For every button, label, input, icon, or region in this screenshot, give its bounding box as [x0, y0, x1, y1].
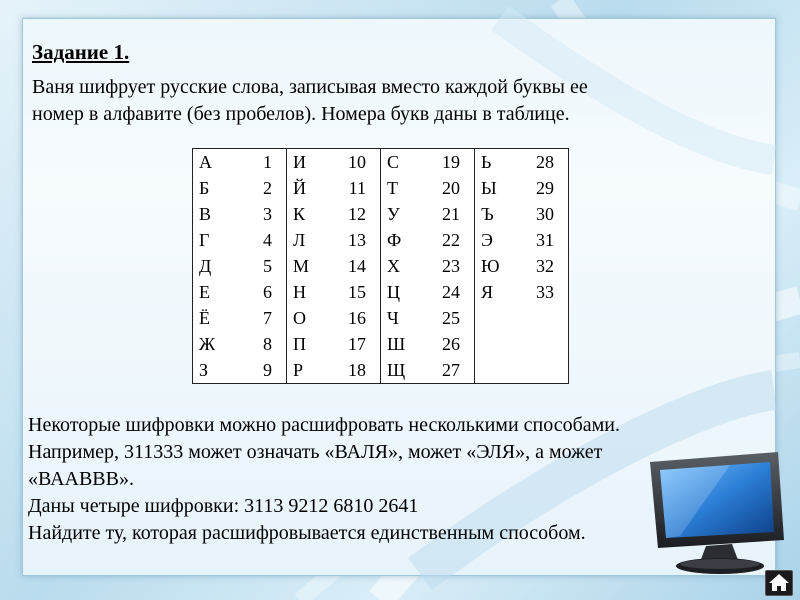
- letter-number: 33: [536, 282, 554, 302]
- alphabet-entry: [199, 201, 282, 227]
- alphabet-entry: [199, 305, 282, 331]
- alphabet-entry: [481, 227, 564, 253]
- letter: Щ: [387, 360, 406, 380]
- body-line: Некоторые шифровки можно расшифровать несколькими способами.: [28, 414, 621, 436]
- letter-number: 30: [536, 204, 554, 224]
- letter: Н: [293, 282, 306, 302]
- letter: Й: [293, 178, 306, 198]
- letter-number: 21: [442, 204, 460, 224]
- alphabet-entry: [387, 331, 470, 357]
- letter: Ю: [481, 256, 500, 276]
- letter-number: 7: [263, 308, 272, 328]
- alphabet-entry: [199, 149, 282, 175]
- monitor-icon: [640, 448, 790, 576]
- letter: Я: [481, 282, 494, 302]
- intro-line: номер в алфавите (без пробелов). Номера букв даны в таблице.: [32, 103, 570, 125]
- alphabet-entry: [387, 357, 470, 383]
- letter-number: 1: [263, 152, 272, 172]
- alphabet-entry: [293, 279, 376, 305]
- body-line: Найдите ту, которая расшифровывается единственным способом.: [28, 522, 586, 544]
- letter: Ъ: [481, 204, 494, 224]
- letter: Э: [481, 230, 493, 250]
- letter-number: 10: [348, 152, 366, 172]
- letter: Р: [293, 360, 304, 380]
- alphabet-entry: [293, 175, 376, 201]
- letter-number: 12: [348, 204, 366, 224]
- letter: Г: [199, 230, 210, 250]
- alphabet-entry: [293, 305, 376, 331]
- letter-number: 9: [263, 360, 272, 380]
- letter-number: 4: [263, 230, 272, 250]
- letter: А: [199, 152, 212, 172]
- letter: Ж: [199, 334, 216, 354]
- letter-number: 5: [263, 256, 272, 276]
- letter: Ы: [481, 178, 497, 198]
- alphabet-entry: [199, 227, 282, 253]
- letter: К: [293, 204, 306, 224]
- alphabet-entry: [387, 253, 470, 279]
- letter-number: 32: [536, 256, 554, 276]
- alphabet-entry: [481, 253, 564, 279]
- alphabet-entry: [293, 227, 376, 253]
- letter-number: 14: [348, 256, 366, 276]
- task-title: Задание 1.: [32, 40, 130, 64]
- letter: В: [199, 204, 212, 224]
- letter: Ч: [387, 308, 399, 328]
- letter: З: [199, 360, 209, 380]
- letter-number: 22: [442, 230, 460, 250]
- home-button[interactable]: [765, 570, 793, 596]
- alphabet-entry: [481, 175, 564, 201]
- home-icon: [766, 571, 792, 595]
- letter: У: [387, 204, 400, 224]
- letter: М: [293, 256, 310, 276]
- alphabet-entry: [387, 227, 470, 253]
- letter-number: 2: [263, 178, 272, 198]
- letter-number: 24: [442, 282, 460, 302]
- letter: С: [387, 152, 400, 172]
- alphabet-column: [381, 149, 475, 384]
- alphabet-entry: [293, 357, 376, 383]
- alphabet-entry: [199, 357, 282, 383]
- letter-number: 26: [442, 334, 460, 354]
- alphabet-entry: [199, 331, 282, 357]
- alphabet-entry: [293, 149, 376, 175]
- alphabet-entry: [293, 201, 376, 227]
- letter-number: 16: [348, 308, 366, 328]
- letter-number: 3: [263, 204, 272, 224]
- letter-number: 8: [263, 334, 272, 354]
- alphabet-entry: [481, 201, 564, 227]
- letter: Ё: [199, 308, 210, 328]
- alphabet-entry: [481, 279, 564, 305]
- letter-number: 20: [442, 178, 460, 198]
- alphabet-column: [287, 149, 381, 384]
- body-line: Например, 311333 может означать «ВАЛЯ», может «ЭЛЯ», а может: [28, 441, 603, 463]
- letter-number: 17: [348, 334, 366, 354]
- alphabet-entry: [293, 253, 376, 279]
- letter: Ф: [387, 230, 402, 250]
- alphabet-entry: [481, 149, 564, 175]
- letter-number: 29: [536, 178, 554, 198]
- alphabet-entry: [199, 253, 282, 279]
- alphabet-entry: [387, 149, 470, 175]
- letter-number: 13: [348, 230, 366, 250]
- alphabet-column: [475, 149, 569, 384]
- letter: Б: [199, 178, 210, 198]
- task-intro: [32, 74, 732, 128]
- intro-line: Ваня шифрует русские слова, записывая вместо каждой буквы ее: [32, 76, 588, 98]
- letter: И: [293, 152, 306, 172]
- letter-number: 23: [442, 256, 460, 276]
- letter-number: 6: [263, 282, 272, 302]
- alphabet-entry: [387, 201, 470, 227]
- letter: Ц: [387, 282, 400, 302]
- letter-number: 15: [348, 282, 366, 302]
- alphabet-entry: [387, 305, 470, 331]
- letter: Х: [387, 256, 400, 276]
- letter-number: 28: [536, 152, 554, 172]
- alphabet-table: [192, 148, 569, 384]
- letter-number: 25: [442, 308, 460, 328]
- body-line: «ВААВВВ».: [28, 468, 134, 490]
- letter-number: 18: [348, 360, 366, 380]
- alphabet-entry: [199, 279, 282, 305]
- letter: Т: [387, 178, 398, 198]
- letter: Д: [199, 256, 212, 276]
- alphabet-entry: [387, 279, 470, 305]
- letter: П: [293, 334, 306, 354]
- alphabet-column: [193, 149, 287, 384]
- body-line: Даны четыре шифровки: 3113 9212 6810 2641: [28, 495, 419, 517]
- letter: О: [293, 308, 306, 328]
- letter: Ь: [481, 152, 492, 172]
- letter-number: 27: [442, 360, 460, 380]
- alphabet-entry: [199, 175, 282, 201]
- letter-number: 19: [442, 152, 460, 172]
- alphabet-entry: [387, 175, 470, 201]
- alphabet-entry: [293, 331, 376, 357]
- letter-number: 31: [536, 230, 554, 250]
- letter: Ш: [387, 334, 406, 354]
- letter: Л: [293, 230, 306, 250]
- letter: Е: [199, 282, 210, 302]
- letter-number: 11: [348, 178, 366, 198]
